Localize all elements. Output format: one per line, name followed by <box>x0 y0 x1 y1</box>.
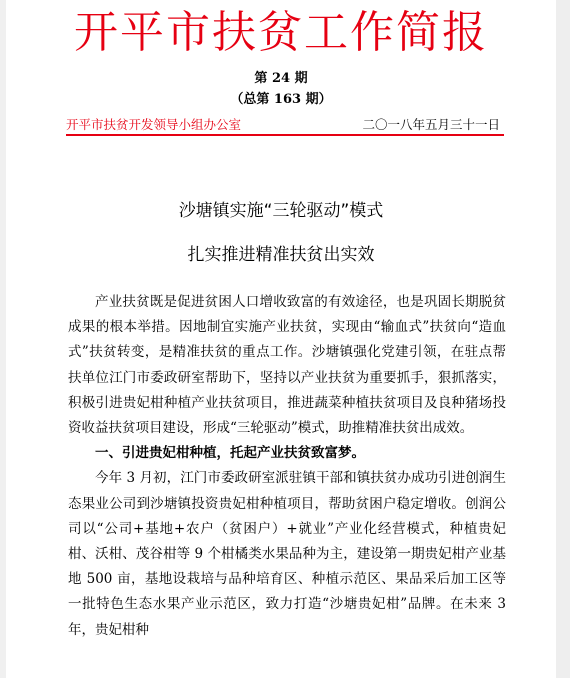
issue-total-number: （总第 163 期） <box>230 92 332 107</box>
issue-date: 二〇一八年五月三十一日 <box>362 117 500 132</box>
document-page <box>6 0 556 678</box>
issue-number: 第 24 期 <box>254 71 308 86</box>
article-title-line-1: 沙塘镇实施“三轮驱动”模式 <box>178 201 384 221</box>
body-paragraph: 产业扶贫既是促进贫困人口增收致富的有效途径，也是巩固长期脱贫成果的根本举措。因地制宜实施产业扶贫，实现由“输血式”扶贫向“造血式”扶贫转变，是精准扶贫的重点工作。沙塘镇强化党建引领，在驻点帮扶单位江门市委政研室帮助下，坚持以产业扶贫为重要抓手，狠抓落实，积极引进贵妃柑种植产业扶贫项目，推进蔬菜种植扶贫项目及良种猪场投资收益扶贫项目建设，形成“三轮驱动”模式，助推精准扶贫出成效。 <box>68 294 506 437</box>
article-body <box>68 290 506 643</box>
issuer-line <box>66 116 504 134</box>
body-paragraph: 今年 3 月初，江门市委政研室派驻镇干部和镇扶贫办成功引进创润生态果业公司到沙塘镇投资贵妃柑种植项目，帮助贫困户稳定增收。创润公司以“公司+基地+农户（贫困户）+就业”产业化经营模式，种植贵妃柑、沃柑、茂谷柑等 9 个柑橘类水果品种为主，建设第一期贵妃柑产业基地 500 亩，基地设栽培与品种培育区、种植示范区、果品采后加工区等一批特色生态水果产业示范区，致力打造“沙塘贵妃柑”品牌。在未来 3 年，贵妃柑种 <box>68 470 506 638</box>
issuing-office: 开平市扶贫开发领导小组办公室 <box>66 117 242 132</box>
article-title-line-2: 扎实推进精准扶贫出实效 <box>187 245 375 265</box>
section-heading: 一、引进贵妃柑种植，托起产业扶贫致富梦。 <box>95 445 365 462</box>
bulletin-masthead: 开平市扶贫工作简报 <box>74 7 488 58</box>
right-scrollbar-track[interactable] <box>556 0 570 678</box>
red-divider-rule <box>66 134 504 136</box>
